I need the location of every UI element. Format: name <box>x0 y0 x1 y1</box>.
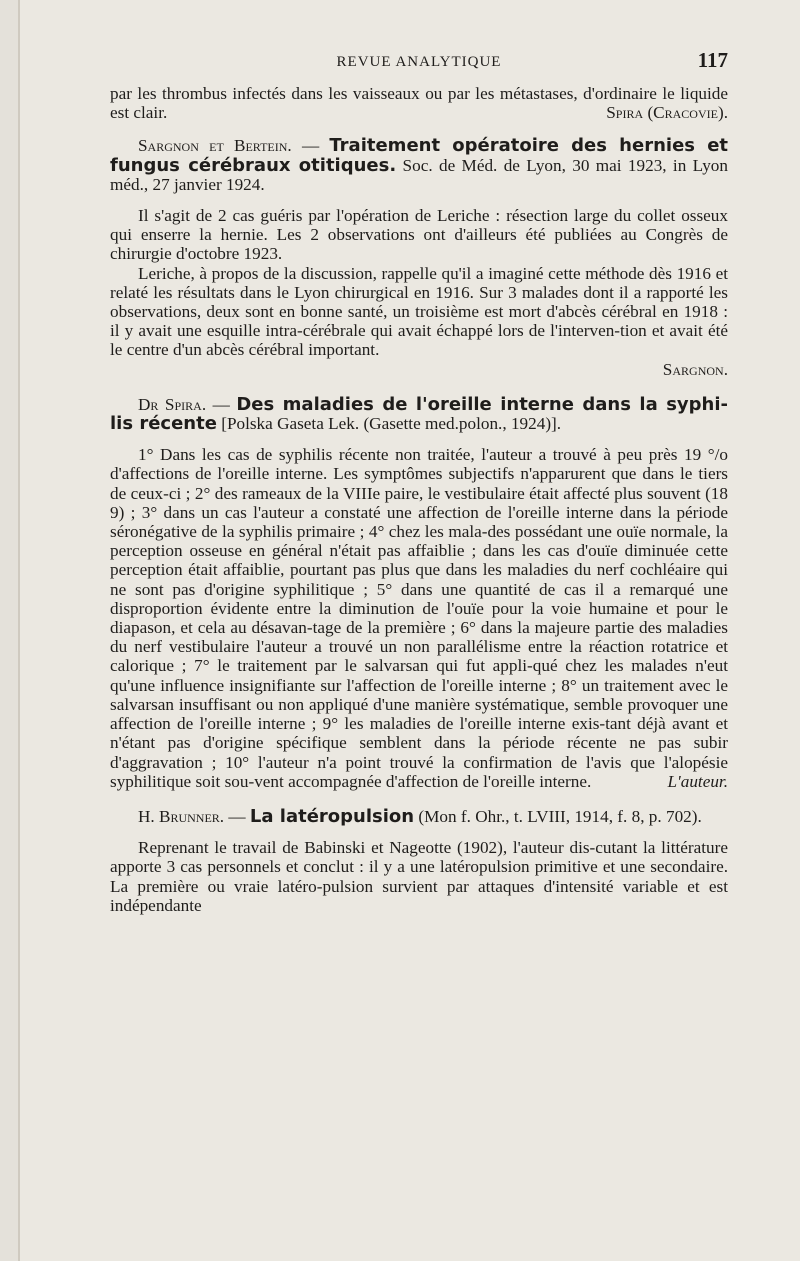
article1-authors: Sargnon et Bertein. <box>138 136 292 156</box>
article3-heading <box>110 807 728 826</box>
page-number: 117 <box>697 48 728 72</box>
article2-heading <box>110 395 728 433</box>
scanned-page <box>18 0 800 1261</box>
article2-signature: L'auteur. <box>667 771 728 791</box>
article1-signature: Sargnon. <box>662 359 728 379</box>
running-title: REVUE ANALYTIQUE <box>336 54 502 70</box>
article1-heading <box>110 136 728 194</box>
fragment-paragraph <box>110 84 728 122</box>
page-header <box>110 48 728 78</box>
article2-title: Des maladies de l'oreille interne dans la syphi-lis récente <box>110 393 728 435</box>
article3-dash: — <box>224 806 250 826</box>
article1-paragraph-1: Il s'agit de 2 cas guéris par l'opération de Leriche : résection large du collet osseux qui enserre la hernie. Les 2 observations ont d'ailleurs été publiées au Congrès de chirurgie d'octobre 1923. <box>110 206 728 264</box>
fragment-text: par les thrombus infectés dans les vaisseaux ou par les métastases, d'ordinaire le liquide est clair. <box>110 84 728 123</box>
article3-title: La latéropulsion <box>249 805 415 827</box>
article2-authors: Dr Spira. <box>138 394 207 414</box>
article2-text: 1° Dans les cas de syphilis récente non traitée, l'auteur a trouvé à peu près 19 °/o d'affections de l'oreille interne. Les symptômes subjectifs n'apparurent que dans le tiers de ceux-ci ; 2° des rameaux de la VIIIe paire, le vestibulaire était affecté plus souvent (18 9) ; 3° dans un cas l'auteur a constaté une affection de l'oreille interne dans la période séronégative de la syphilis primaire ; 4° chez les mala-des possédant une ouïe normale, la perception osseuse en général n'était pas affaiblie ; dans les cas d'ouïe diminuée cette perception était affaiblie, pourtant pas plus que dans les maladies du nerf cochléaire qui ne sont pas d'origine syphilitique ; 5° dans une quantité de cas il a remarqué une disproportion évidente entre la diminution de l'ouïe pour la voie humaine et pour le diapason, et cela au désavan-tage de la première ; 6° dans la majeure partie des maladies du nerf vestibulaire l'auteur a trouvé un non parallélisme entre la réaction rotatrice et calorique ; 7° le traitement par le salvarsan qui fut appli-qué chez les malades n'eut qu'une influence insignifiante sur l'affection de l'oreille interne ; 8° un traitement avec le salvarsan insuffisant ou non appliqué d'une manière systématique, semble provoquer une affection de l'oreille interne ; 9° les maladies de l'oreille interne exis-tant déjà avant et n'étant pas d'origine spécifique semblent dans la période récente ne pas subir d'aggravation ; 10° l'auteur n'a point trouvé la confirmation de l'avis que l'alopésie syphilitique soit sou-vent accompagnée d'affection de l'oreille interne. <box>110 445 728 791</box>
article1-dash: — <box>291 136 330 156</box>
article2-paragraph <box>110 445 728 791</box>
article1-title: Traitement opératoire des hernies et fungus cérébraux otitiques. <box>110 135 729 176</box>
article1-paragraph-2: Leriche, à propos de la discussion, rappelle qu'il a imaginé cette méthode dès 1916 et relaté les résultats dans le Lyon chirurgical en 1916. Sur 3 malades dont il a rapporté les observations, deux sont en bonne santé, un troisième est mort d'abcès cérébral en 1918 : il y avait une esquille intra-cérébrale qui avait échappé lors de l'interven-tion et avait été le centre d'un abcès cérébral important. <box>110 263 728 360</box>
page-content <box>110 48 728 915</box>
article2-dash: — <box>206 394 237 414</box>
article3-authors: H. Brunner. <box>138 806 225 826</box>
article3-citation: (Mon f. Ohr., t. LVIII, 1914, f. 8, p. 702). <box>414 806 702 826</box>
article1-citation: Soc. de Méd. de Lyon, 30 mai 1923, in Lyon méd., 27 janvier 1924. <box>110 155 728 194</box>
article3-paragraph: Reprenant le travail de Babinski et Nageotte (1902), l'auteur dis-cutant la littérature apporte 3 cas personnels et conclut : il y a une latéropulsion primitive et une secondaire. La première ou vraie latéro-pulsion survient par attaques d'intensité variable et est indépendante <box>110 838 728 915</box>
fragment-signature: Spira (Cracovie). <box>606 103 728 123</box>
article2-citation: [Polska Gaseta Lek. (Gasette med.polon., 1924)]. <box>216 414 562 434</box>
